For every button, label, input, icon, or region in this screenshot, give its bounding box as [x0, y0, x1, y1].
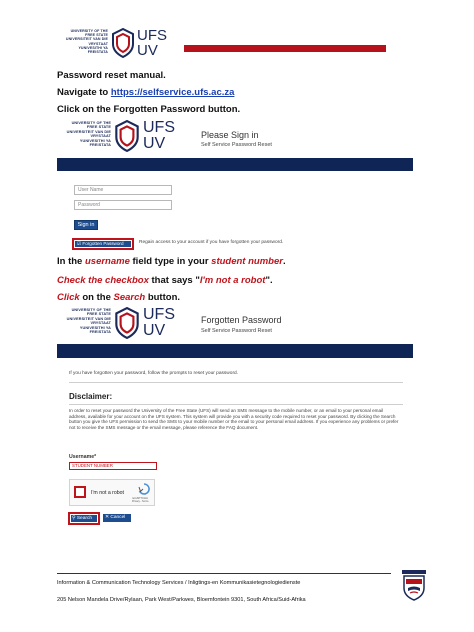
check-icon: ☑ — [77, 241, 83, 246]
signin-screenshot — [57, 118, 413, 253]
footer-line-2: 205 Nelson Mandela Drive/Rylaan, Park West/Parkwes, Bloemfontein 9301, South Africa/Suid-Afrika — [57, 597, 306, 603]
text-part: Click — [57, 292, 80, 303]
shot1-logo-text — [61, 121, 111, 147]
username-instruction — [57, 256, 286, 267]
password-field[interactable]: Password — [74, 200, 172, 210]
logo-university-text — [54, 29, 108, 54]
recaptcha-terms: Privacy - Terms — [132, 500, 149, 503]
forgotten-hint: Regain access to your account if you have forgotten your password. — [139, 240, 284, 245]
shot1-logo-ufs: UFS — [143, 119, 175, 136]
logo-ufs: UFS — [137, 27, 167, 44]
forgotten-screenshot — [57, 304, 413, 526]
shot2-logo-text — [61, 308, 111, 334]
university-crest-icon — [400, 568, 428, 602]
navigate-prefix: Navigate to — [57, 87, 111, 98]
doc-title — [57, 70, 166, 81]
text-part: I'm not a robot — [199, 275, 266, 286]
close-icon: ✕ — [105, 515, 110, 520]
logo-line: FREISTATA — [89, 330, 111, 335]
shot2-intro-rule — [69, 382, 403, 383]
cancel-label: Cancel — [110, 515, 126, 520]
text-part: In the — [57, 256, 85, 267]
search-highlight[interactable] — [68, 512, 100, 525]
logo-line: UNIVERSITEIT VAN DIE — [66, 129, 111, 134]
recaptcha-checkbox[interactable] — [74, 486, 86, 498]
logo-line: YUNIVESITHI YA — [78, 45, 108, 50]
search-icon: ⚲ — [72, 516, 76, 521]
logo-line: UNIVERSITEIT VAN DIE — [66, 316, 111, 321]
recaptcha-brand: reCAPTCHA — [132, 496, 148, 500]
checkbox-instruction — [57, 275, 273, 286]
text-part: on the — [79, 292, 114, 303]
shot1-navy-bar — [57, 158, 413, 171]
text-part: . — [282, 256, 286, 267]
shot2-shield-icon — [114, 307, 140, 339]
text-part: ". — [265, 275, 273, 286]
signin-button[interactable]: Sign in — [74, 220, 98, 230]
shot2-intro: If you have forgotten your password, follow the prompts to reset your password. — [69, 371, 239, 376]
text-part: Check the checkbox — [57, 275, 149, 286]
search-instruction — [57, 292, 180, 303]
selfservice-link[interactable]: https://selfservice.ufs.ac.za — [110, 87, 235, 98]
logo-line: FREE STATE — [85, 33, 108, 38]
text-part: button. — [145, 292, 181, 303]
doc-title-text: Password reset manual. — [57, 70, 166, 81]
header-red-bar — [184, 45, 386, 52]
forgotten-label: Forgotten Password — [82, 241, 124, 246]
forgotten-instruction-text: Click on the Forgotten Password button. — [57, 104, 241, 115]
recaptcha-label: I'm not a robot — [91, 490, 124, 496]
shot1-subheading: Self Service Password Reset — [201, 142, 272, 148]
disclaimer-rule — [69, 404, 403, 405]
logo-line: FREE STATE — [86, 312, 111, 317]
logo-line: FREISTATA — [87, 50, 108, 55]
logo-line: YUNIVESITHI YA — [79, 138, 111, 143]
logo-line: FREE STATE — [86, 125, 111, 130]
username-label: Username* — [69, 454, 97, 460]
username-field[interactable]: User Name — [74, 185, 172, 195]
recaptcha-logo-icon — [138, 483, 150, 495]
logo-line: VRYSTAAT — [88, 41, 108, 46]
text-part: student number — [211, 256, 283, 267]
forgotten-instruction — [57, 104, 240, 115]
logo-line: UNIVERSITY OF THE — [71, 121, 111, 125]
text-part: that says " — [148, 275, 200, 286]
text-part: Search — [113, 292, 146, 303]
shot2-heading: Forgotten Password — [201, 315, 282, 325]
disclaimer-body: In order to reset your password the University of the Free State (UFS) will send an SMS message to the mobile number, or an email to your personal email address, available for your account on the UFS system. This system will provide you with a security code required to reset your password. By clicking the Search button you give the UFS permission to send the SMS to your mobile number or the email to your personal email address. If you experience any problems or prefer not to receive the SMS message or the email message, please reference the FAQ document. — [69, 408, 399, 430]
footer-divider — [57, 573, 391, 574]
student-number-field[interactable]: STUDENT NUMBER — [69, 462, 157, 470]
shot2-navy-bar — [57, 344, 413, 358]
disclaimer-title: Disclaimer: — [69, 392, 113, 401]
logo-line: YUNIVESITHI YA — [79, 325, 111, 330]
logo-line: VRYSTAAT — [90, 134, 111, 139]
recaptcha-box — [69, 479, 155, 506]
search-button[interactable] — [71, 515, 97, 522]
logo-line: UNIVERSITEIT VAN DIE — [65, 37, 108, 42]
logo-line: UNIVERSITY OF THE — [70, 29, 108, 33]
header-logo — [54, 28, 194, 60]
navigate-instruction — [57, 87, 234, 98]
shot1-heading: Please Sign in — [201, 130, 259, 140]
logo-line: FREISTATA — [89, 143, 111, 148]
logo-uv: UV — [137, 42, 158, 59]
logo-line: UNIVERSITY OF THE — [71, 308, 111, 312]
logo-line: VRYSTAAT — [90, 321, 111, 326]
shot2-logo-ufs: UFS — [143, 306, 175, 323]
shot1-shield-icon — [114, 120, 140, 152]
text-part: username — [84, 256, 130, 267]
text-part: field type in your — [129, 256, 212, 267]
forgotten-password-highlight[interactable] — [72, 238, 134, 250]
ufs-shield-icon — [111, 28, 135, 58]
forgotten-password-button[interactable] — [75, 241, 131, 247]
shot2-subheading: Self Service Password Reset — [201, 328, 272, 334]
shot1-logo-uv: UV — [143, 135, 166, 152]
cancel-button[interactable] — [103, 514, 131, 522]
footer-line-1: Information & Communication Technology Services / Inligtings-en Kommunikasietegnologiedienste — [57, 580, 301, 586]
search-label: Search — [76, 516, 93, 521]
shot2-logo-uv: UV — [143, 322, 166, 339]
